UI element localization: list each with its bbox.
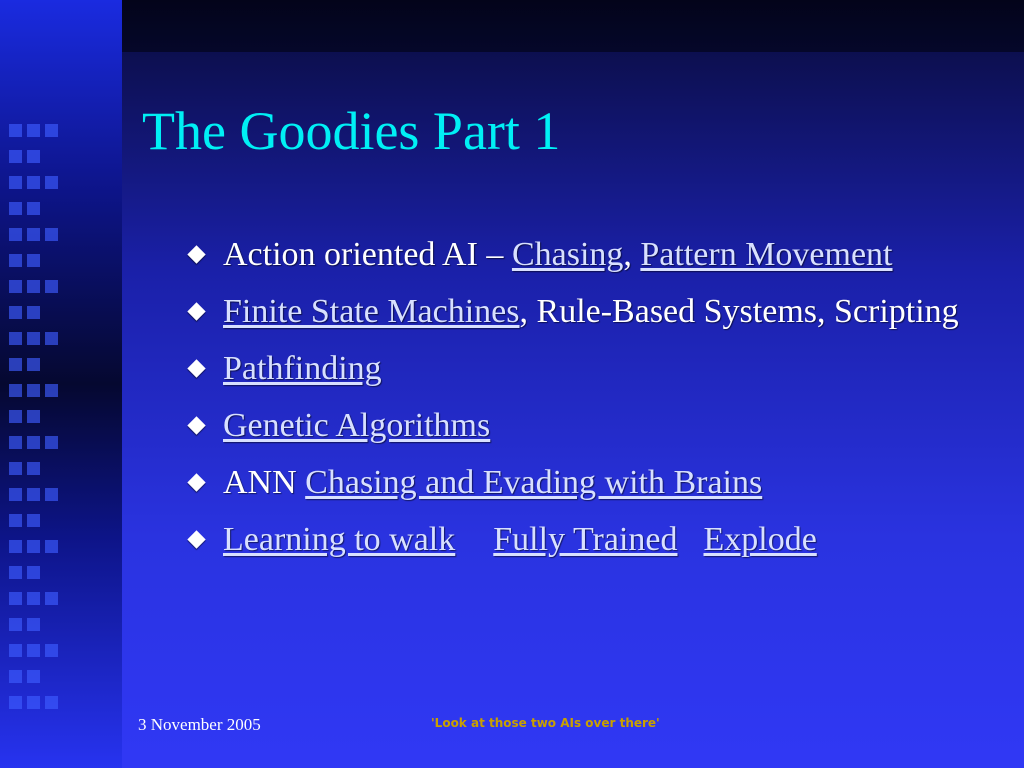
- diamond-bullet-icon: [187, 473, 205, 491]
- decorative-square: [9, 592, 22, 605]
- decorative-square: [45, 332, 58, 345]
- diamond-bullet-icon: [187, 245, 205, 263]
- decorative-square: [27, 644, 40, 657]
- bullet-item: [190, 232, 970, 278]
- decorative-square: [27, 670, 40, 683]
- link-genetic-algorithms[interactable]: Genetic Algorithms: [223, 407, 491, 444]
- decorative-square: [27, 384, 40, 397]
- bullet-item: [190, 517, 970, 563]
- link-chasing-evading-brains[interactable]: Chasing and Evading with Brains: [305, 464, 763, 501]
- decorative-square: [9, 696, 22, 709]
- decorative-square: [9, 176, 22, 189]
- decorative-square: [9, 410, 22, 423]
- decorative-square: [45, 696, 58, 709]
- decorative-square: [27, 410, 40, 423]
- bullet-text: ,: [623, 236, 641, 273]
- decorative-square: [9, 358, 22, 371]
- decorative-square: [45, 384, 58, 397]
- link-chasing[interactable]: Chasing: [511, 236, 624, 273]
- decorative-square: [27, 332, 40, 345]
- decorative-square: [9, 566, 22, 579]
- link-pattern-movement[interactable]: Pattern Movement: [640, 236, 893, 273]
- decorative-square: [9, 202, 22, 215]
- link-fully-trained[interactable]: Fully Trained: [493, 521, 678, 558]
- decorative-square: [9, 644, 22, 657]
- decorative-square: [9, 540, 22, 553]
- decorative-square: [9, 332, 22, 345]
- decorative-square: [27, 228, 40, 241]
- bullet-item: [190, 289, 970, 335]
- decorative-square: [27, 176, 40, 189]
- bullet-text: , Rule-Based Systems, Scripting: [519, 293, 959, 330]
- decorative-square: [27, 592, 40, 605]
- decorative-square: [9, 124, 22, 137]
- decorative-square: [27, 488, 40, 501]
- decorative-square: [9, 618, 22, 631]
- diamond-bullet-icon: [187, 416, 205, 434]
- decorative-square: [45, 644, 58, 657]
- decorative-square: [27, 436, 40, 449]
- decorative-square: [27, 462, 40, 475]
- link-learning-to-walk[interactable]: Learning to walk: [223, 521, 456, 558]
- link-finite-state-machines[interactable]: Finite State Machines: [223, 293, 520, 330]
- bullet-text: ANN: [223, 464, 306, 501]
- decorative-square: [27, 202, 40, 215]
- decorative-square: [27, 124, 40, 137]
- decorative-square: [45, 176, 58, 189]
- bullet-item: [190, 403, 970, 449]
- decorative-square: [27, 358, 40, 371]
- decorative-square: [27, 566, 40, 579]
- decorative-square: [9, 280, 22, 293]
- decorative-square: [9, 384, 22, 397]
- decorative-square: [45, 124, 58, 137]
- link-explode[interactable]: Explode: [703, 521, 817, 558]
- bullet-item: [190, 346, 970, 392]
- decorative-square: [27, 514, 40, 527]
- diamond-bullet-icon: [187, 359, 205, 377]
- decorative-square: [9, 228, 22, 241]
- bullet-item: [190, 460, 970, 506]
- decorative-square: [9, 488, 22, 501]
- link-pathfinding[interactable]: Pathfinding: [223, 350, 382, 387]
- decorative-square: [45, 228, 58, 241]
- diamond-bullet-icon: [187, 302, 205, 320]
- decorative-square: [9, 436, 22, 449]
- decorative-square: [45, 436, 58, 449]
- decorative-square: [27, 618, 40, 631]
- bullet-text: Action oriented AI –: [223, 236, 512, 273]
- decorative-square: [9, 306, 22, 319]
- bullet-list: [190, 232, 970, 574]
- decorative-square: [27, 280, 40, 293]
- decorative-square: [27, 306, 40, 319]
- footer-note: 'Look at those two AIs over there': [431, 716, 660, 730]
- decorative-square: [27, 696, 40, 709]
- decorative-squares: [0, 0, 122, 768]
- diamond-bullet-icon: [187, 530, 205, 548]
- decorative-square: [45, 540, 58, 553]
- decorative-square: [9, 462, 22, 475]
- decorative-square: [45, 280, 58, 293]
- decorative-square: [45, 592, 58, 605]
- decorative-square: [9, 670, 22, 683]
- decorative-square: [27, 150, 40, 163]
- decorative-square: [9, 514, 22, 527]
- slide-title: The Goodies Part 1: [142, 101, 561, 161]
- decorative-square: [9, 150, 22, 163]
- footer-date: 3 November 2005: [138, 715, 261, 734]
- decorative-square: [45, 488, 58, 501]
- decorative-square: [27, 540, 40, 553]
- top-band: [122, 0, 1024, 52]
- decorative-square: [9, 254, 22, 267]
- decorative-square: [27, 254, 40, 267]
